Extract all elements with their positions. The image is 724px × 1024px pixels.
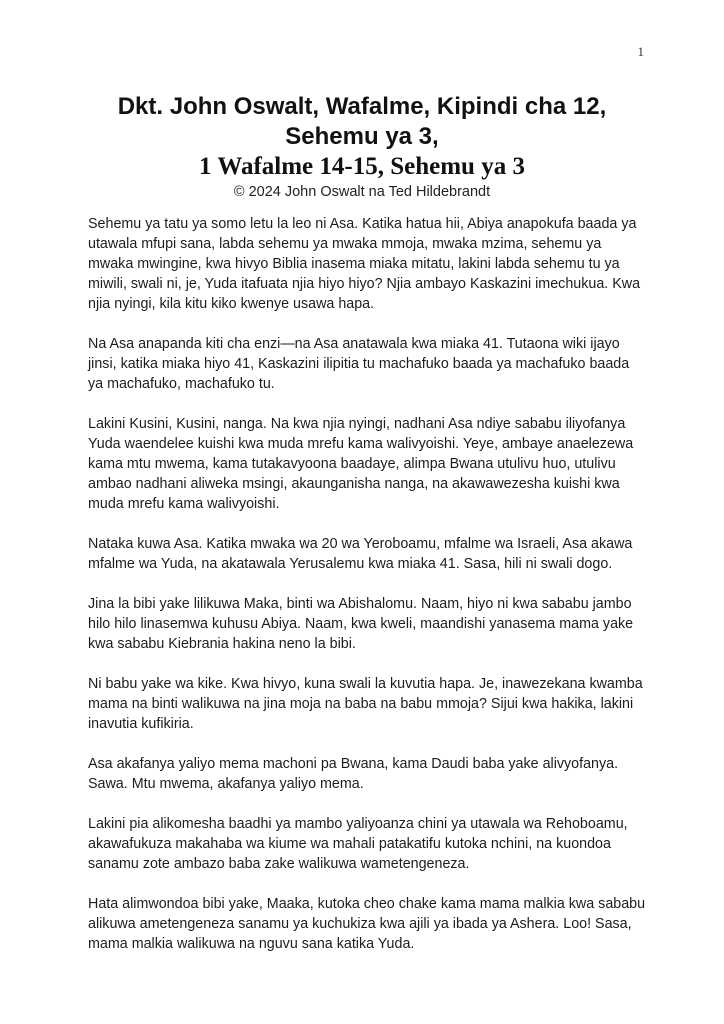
paragraph-7: Asa akafanya yaliyo mema machoni pa Bwana, kama Daudi baba yake alivyofanya. Sawa. Mtu mwema, akafanya yaliyo mema.: [88, 756, 619, 792]
paragraph-5: Jina la bibi yake lilikuwa Maka, binti wa Abishalomu. Naam, hiyo ni kwa sababu jambo hilo hilo linasemwa kuhusu Abiya. Naam, kwa kweli, maandishi yanasema mama yake kwa sababu Kiebrania hakina neno la bibi.: [88, 596, 634, 652]
document-subtitle: 1 Wafalme 14-15, Sehemu ya 3: [199, 153, 525, 180]
paragraph-4: Nataka kuwa Asa. Katika mwaka wa 20 wa Yeroboamu, mfalme wa Israeli, Asa akawa mfalme wa Yuda, na akatawala Yerusalemu kwa miaka 41. Sasa, hili ni swali dogo.: [88, 536, 633, 572]
paragraph-8: Lakini pia alikomesha baadhi ya mambo yaliyoanza chini ya utawala wa Rehoboamu, akawafukuza makahaba wa kiume wa mahali patakatifu kutoka nchini, na kuondoa sanamu zote ambazo baba zake walikuwa wametengeneza.: [88, 816, 628, 872]
document-body: [88, 214, 648, 974]
document-title: Dkt. John Oswalt, Wafalme, Kipindi cha 12, Sehemu ya 3,: [117, 93, 607, 150]
page-number: 1: [637, 44, 644, 59]
paragraph-3: Lakini Kusini, Kusini, nanga. Na kwa njia nyingi, nadhani Asa ndiye sababu iliyofanya Yuda waendelee kuishi kwa muda mrefu kama walivyoishi. Yeye, ambaye anaelezewa kama mtu mwema, kama tutakavyoona baadaye, alimpa Bwana utulivu huo, utulivu ambao nadhani aliweka msingi, akaunganisha nanga, na akawawezesha kuishi kwa muda mrefu kama walivyoishi.: [88, 416, 634, 512]
paragraph-6: Ni babu yake wa kike. Kwa hivyo, kuna swali la kuvutia hapa. Je, inawezekana kwamba mama na binti walikuwa na jina moja na baba na babu mmoja? Sijui kwa hakika, lakini inavutia kufikiria.: [88, 676, 643, 732]
paragraph-2: Na Asa anapanda kiti cha enzi—na Asa anatawala kwa miaka 41. Tutaona wiki ijayo jinsi, katika miaka hiyo 41, Kaskazini ilipitia tu machafuko baada ya machafuko baada ya machafuko, machafuko tu.: [88, 336, 630, 392]
document-header: [80, 92, 644, 202]
paragraph-9: Hata alimwondoa bibi yake, Maaka, kutoka cheo chake kama mama malkia kwa sababu alikuwa ametengeneza sanamu ya kuchukiza kwa ajili ya ibada ya Ashera. Loo! Sasa, mama malkia walikuwa na nguvu sana katika Yuda.: [88, 896, 646, 952]
paragraph-1: Sehemu ya tatu ya somo letu la leo ni Asa. Katika hatua hii, Abiya anapokufa baada ya utawala mfupi sana, labda sehemu ya mwaka mmoja, mwaka mzima, sehemu ya mwaka mwingine, kwa hivyo Biblia inasema miaka mitatu, lakini labda sehemu tu ya miwili, swali ni, je, Yuda itafuata njia hiyo hiyo? Njia ambayo Kaskazini imechukua. Kwa njia nyingi, kila kitu kiko kwenye usawa hapa.: [88, 216, 641, 312]
copyright-line: © 2024 John Oswalt na Ted Hildebrandt: [233, 184, 491, 200]
